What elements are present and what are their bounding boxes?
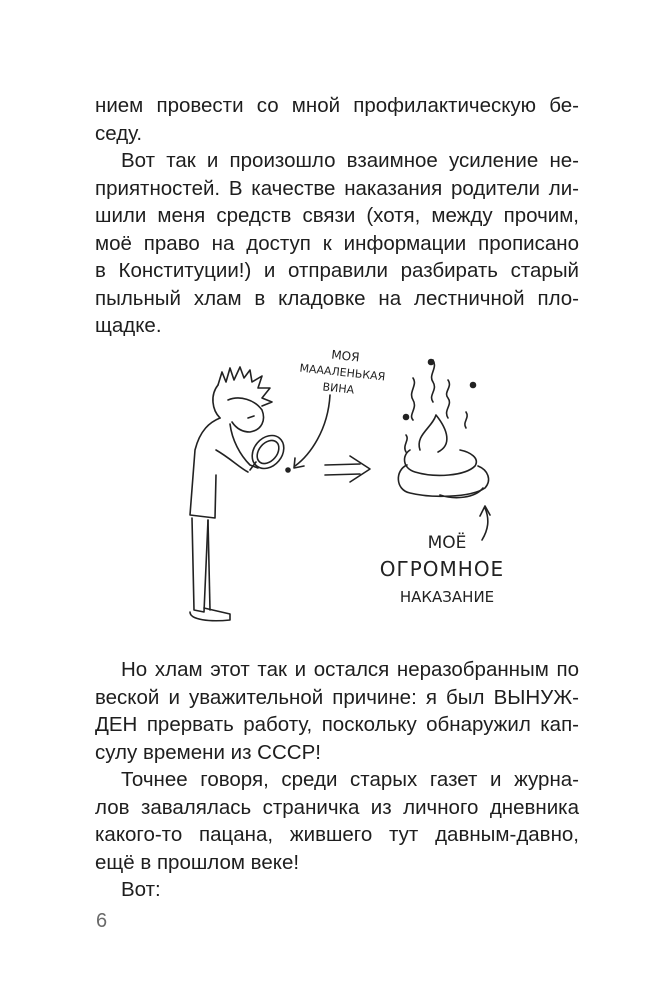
svg-text:ВИНА: ВИНА: [321, 380, 355, 397]
text-line: веской и уважительной причине: я был ВЫНУЖ-: [95, 685, 579, 709]
boy-with-magnifier-icon: [190, 367, 290, 621]
small-guilt-label: [299, 348, 386, 397]
svg-text:МОЁ: МОЁ: [427, 533, 467, 553]
text-line: в Конституции!) и отправили разбирать старый: [95, 259, 579, 282]
text-line: щадке.: [95, 314, 162, 337]
text-line: ещё в прошлом веке!: [95, 850, 300, 874]
svg-text:МАААЛЕНЬКАЯ: МАААЛЕНЬКАЯ: [298, 361, 386, 384]
text-line: моё право на доступ к информации прописано: [95, 231, 579, 255]
text-line: пыльный хлам в кладовке на лестничной пло-: [95, 286, 579, 310]
page-number: 6: [96, 910, 108, 932]
text-line: седу.: [95, 121, 143, 145]
text-line: сулу времени из СССР!: [95, 740, 321, 764]
svg-text:ОГРОМНОЕ: ОГРОМНОЕ: [379, 557, 505, 581]
svg-text:НАКАЗАНИЕ: НАКАЗАНИЕ: [399, 588, 495, 606]
text-line: нием провести со мной профилактическую бе-: [95, 94, 579, 117]
text-line: Точнее говоря, среди старых газет и журна-: [121, 768, 579, 791]
double-arrow-icon: [325, 456, 370, 482]
big-punishment-label: [380, 532, 504, 606]
svg-text:МОЯ: МОЯ: [330, 347, 361, 365]
text-line: какого-то пацана, жившего тут давным-давно,: [95, 823, 579, 846]
text-line: Вот:: [121, 878, 161, 901]
text-line: Но хлам этот так и остался неразобранным по: [121, 658, 579, 681]
text-line: шили меня средств связи (хотя, между прочим,: [95, 204, 579, 227]
illustration: [170, 340, 570, 640]
text-line: ДЕН прервать работу, поскольку обнаружил кап-: [95, 713, 579, 736]
poo-icon: [398, 360, 488, 498]
text-line: лов завалялась страничка из личного дневника: [95, 795, 579, 819]
text-line: приятностей. В качестве наказания родители ли-: [95, 176, 579, 200]
text-line: Вот так и произошло взаимное усиление не-: [121, 149, 579, 172]
